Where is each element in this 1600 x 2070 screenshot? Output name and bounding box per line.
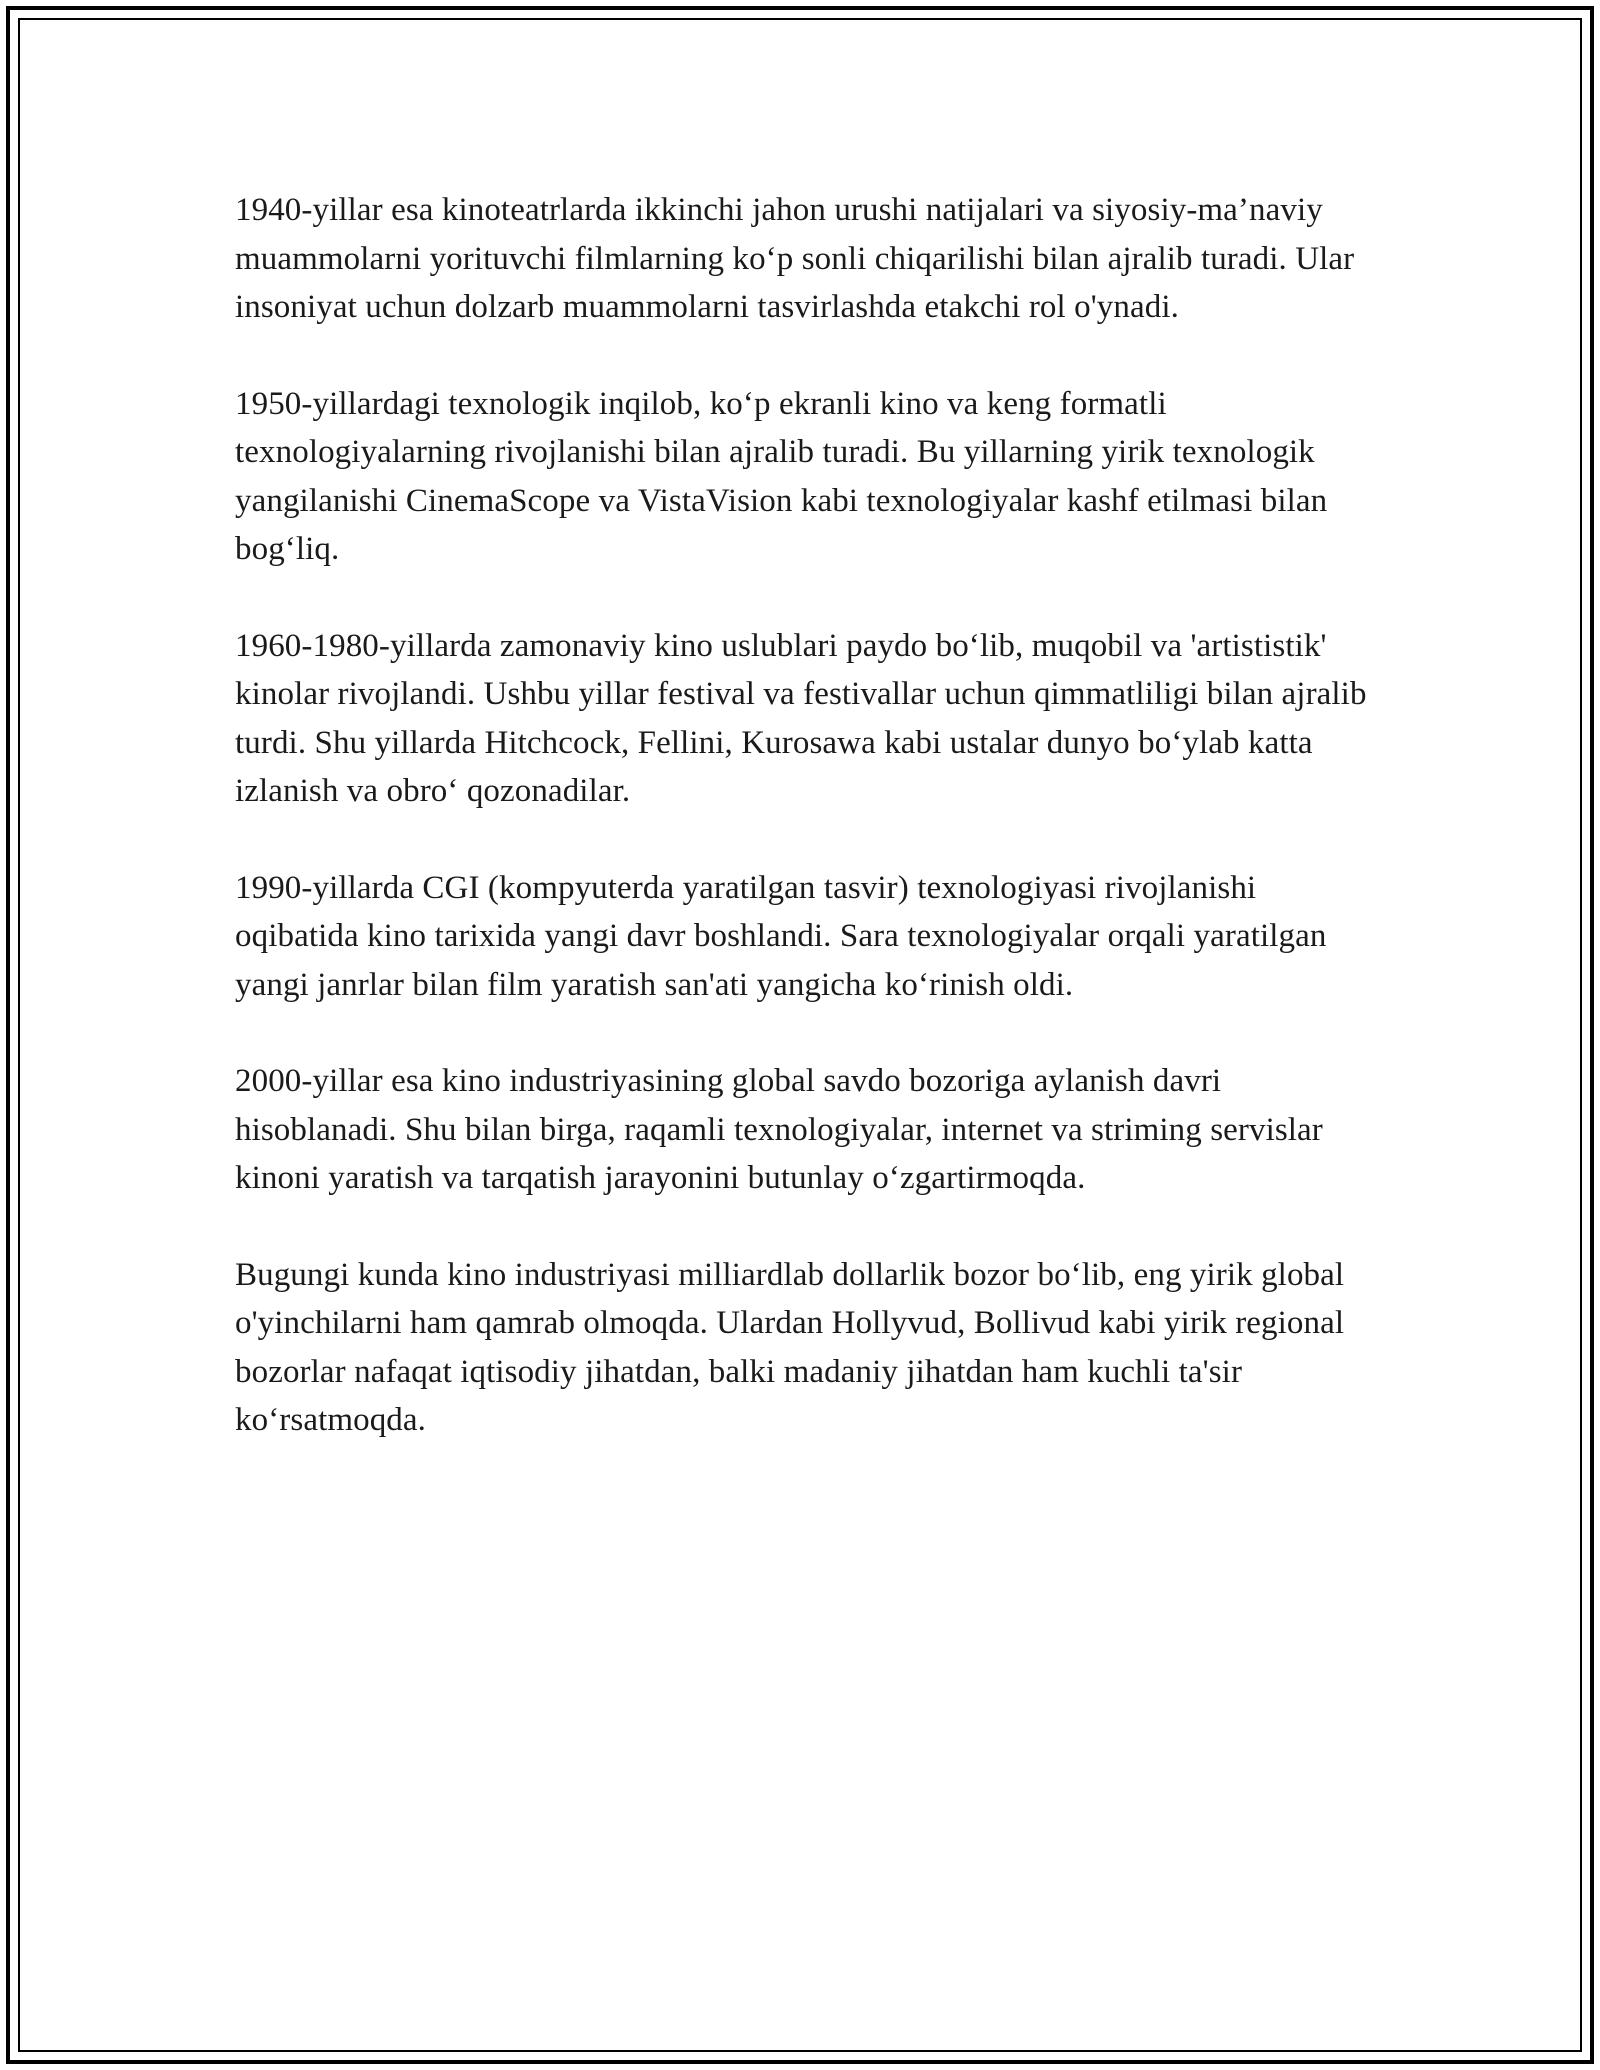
paragraph-today: Bugungi kunda kino industriyasi milliardlab dollarlik bozor bo‘lib, eng yirik global o'yinchilarni ham qamrab olmoqda. Ulardan Hollyvud, Bollivud kabi yirik regional bozorlar nafaqat iqtisodiy jihatdan, balki madaniy jihatdan ham kuchli ta'sir ko‘rsatmoqda. (235, 1256, 1345, 1438)
paragraph-1960-1980s: 1960-1980-yillarda zamonaviy kino uslublari paydo bo‘lib, muqobil va 'artististik' kinolar rivojlandi. Ushbu yillar festival va festivallar uchun qimmatliligi bilan ajralib turdi. Shu yillarda Hitchcock, Fellini, Kurosawa kabi ustalar dunyo bo‘ylab katta izlanish va obro‘ qozonadilar. (235, 627, 1367, 809)
paragraph-1990s: 1990-yillarda CGI (kompyuterda yaratilgan tasvir) texnologiyasi rivojlanishi oqibatida kino tarixida yangi davr boshlandi. Sara texnologiyalar orqali yaratilgan yangi janrlar bilan film yaratish san'ati yangicha ko‘rinish oldi. (235, 869, 1327, 1003)
paragraph-1950s: 1950-yillardagi texnologik inqilob, ko‘p ekranli kino va keng formatli texnologiyalarning rivojlanishi bilan ajralib turadi. Bu yillarning yirik texnologik yangilanishi CinemaScope va VistaVision kabi texnologiyalar kashf etilmasi bilan bog‘liq. (235, 385, 1328, 567)
document-body (235, 186, 1375, 1445)
paragraph-2000s: 2000-yillar esa kino industriyasining global savdo bozoriga aylanish davri hisoblanadi. Shu bilan birga, raqamli texnologiyalar, internet va striming servislar kinoni yaratish va tarqatish jarayonini butunlay o‘zgartirmoqda. (235, 1063, 1323, 1196)
paragraph-1940s: 1940-yillar esa kinoteatrlarda ikkinchi jahon urushi natijalari va siyosiy-ma’naviy muammolarni yorituvchi filmlarning ko‘p sonli chiqarilishi bilan ajralib turadi. Ular insoniyat uchun dolzarb muammolarni tasvirlashda etakchi rol o'ynadi. (235, 192, 1355, 325)
